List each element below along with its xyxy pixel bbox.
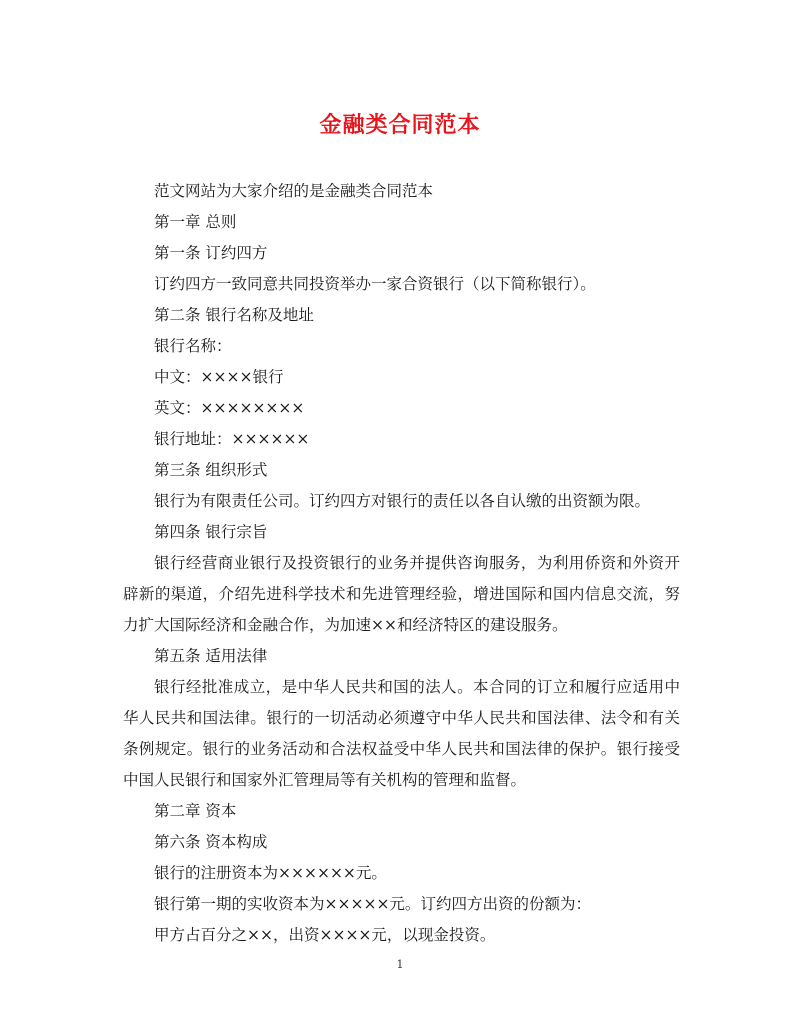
paragraph: 银行的注册资本为××××××元。: [154, 864, 387, 882]
page-number: 1: [396, 958, 404, 971]
paragraph: 中文：××××银行: [154, 368, 284, 386]
document-body: [123, 176, 680, 951]
document-title: 金融类合同范本: [319, 112, 481, 138]
chapter-heading: 第二章 资本: [154, 802, 237, 820]
paragraph: 英文：××××××××: [154, 399, 305, 417]
paragraph: 银行名称：: [154, 337, 232, 355]
paragraph: 订约四方一致同意共同投资举办一家合资银行（以下简称银行）。: [154, 275, 596, 293]
paragraph: 银行经营商业银行及投资银行的业务并提供咨询服务，为利用侨资和外资开辟新的渠道，介绍先进科学技术和先进管理经验，增进国际和国内信息交流，努力扩大国际经济和金融合作，为加速××和经济特区的建设服务。: [123, 554, 680, 634]
paragraph-intro: 范文网站为大家介绍的是金融类合同范本: [154, 182, 434, 200]
article-heading: 第五条 适用法律: [154, 647, 268, 665]
paragraph: 银行第一期的实收资本为×××××元。订约四方出资的份额为：: [154, 895, 591, 913]
paragraph: 银行经批准成立，是中华人民共和国的法人。本合同的订立和履行应适用中华人民共和国法律。银行的一切活动必须遵守中华人民共和国法律、法令和有关条例规定。银行的业务活动和合法权益受中华人民共和国法律的保护。银行接受中国人民银行和国家外汇管理局等有关机构的管理和监督。: [123, 678, 680, 789]
paragraph: 银行为有限责任公司。订约四方对银行的责任以各自认缴的出资额为限。: [154, 492, 651, 510]
paragraph: 银行地址：××××××: [154, 430, 310, 448]
article-heading: 第一条 订约四方: [154, 244, 268, 262]
article-heading: 第三条 组织形式: [154, 461, 268, 479]
paragraph: 甲方占百分之××，出资××××元，以现金投资。: [154, 926, 496, 944]
article-heading: 第六条 资本构成: [154, 833, 268, 851]
article-heading: 第四条 银行宗旨: [154, 523, 268, 541]
chapter-heading: 第一章 总则: [154, 213, 237, 231]
article-heading: 第二条 银行名称及地址: [154, 306, 314, 324]
